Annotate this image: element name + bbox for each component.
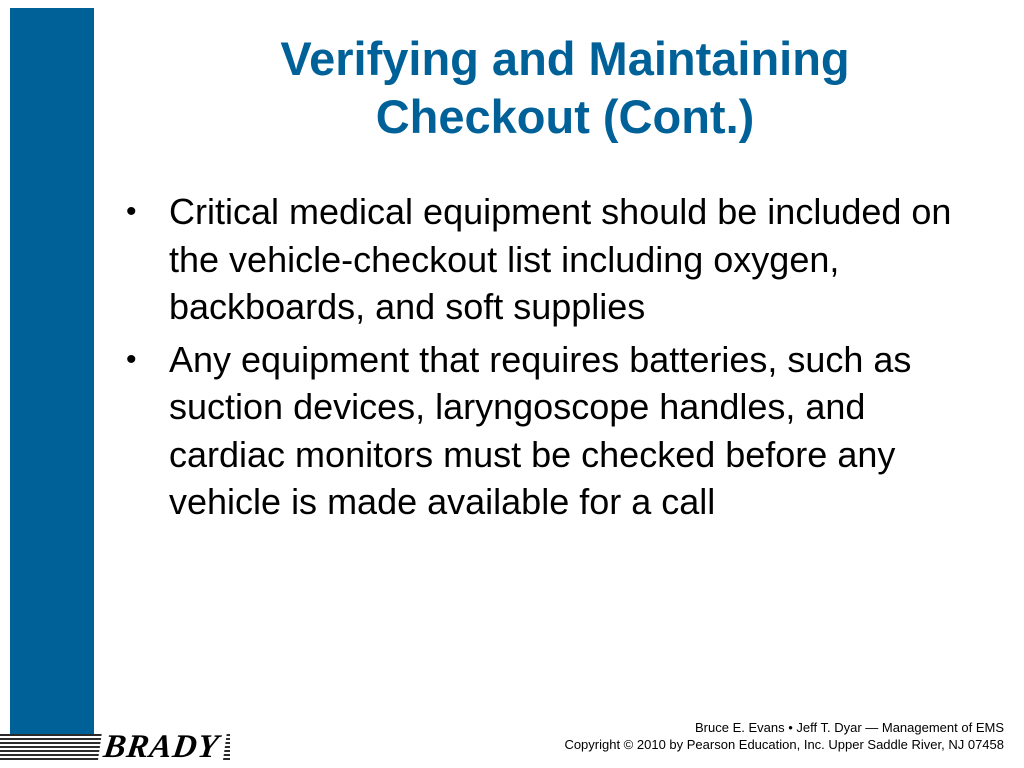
footer-credit bbox=[564, 719, 1004, 753]
bullet-text: Any equipment that requires batteries, such as suction devices, laryngoscope handles, and cardiac monitors must be checked before any vehicle is made available for a call bbox=[169, 338, 912, 522]
title-line-2: Checkout (Cont.) bbox=[375, 90, 755, 143]
bullet-dot: • bbox=[126, 342, 137, 376]
slide-title bbox=[150, 30, 980, 146]
side-accent-bar bbox=[10, 8, 94, 734]
credit-authors: Bruce E. Evans • Jeff T. Dyar — Management of EMS bbox=[695, 720, 1004, 735]
bullet-item bbox=[118, 336, 988, 526]
bullet-text: Critical medical equipment should be included on the vehicle-checkout list including oxygen, backboards, and soft supplies bbox=[169, 191, 952, 327]
brady-logo: BRADY bbox=[98, 730, 228, 762]
credit-copyright: Copyright © 2010 by Pearson Education, Inc. Upper Saddle River, NJ 07458 bbox=[564, 737, 1004, 752]
bullet-dot: • bbox=[126, 195, 137, 228]
bullet-list bbox=[118, 188, 988, 531]
title-line-1: Verifying and Maintaining bbox=[280, 32, 850, 85]
bullet-item bbox=[118, 188, 988, 331]
